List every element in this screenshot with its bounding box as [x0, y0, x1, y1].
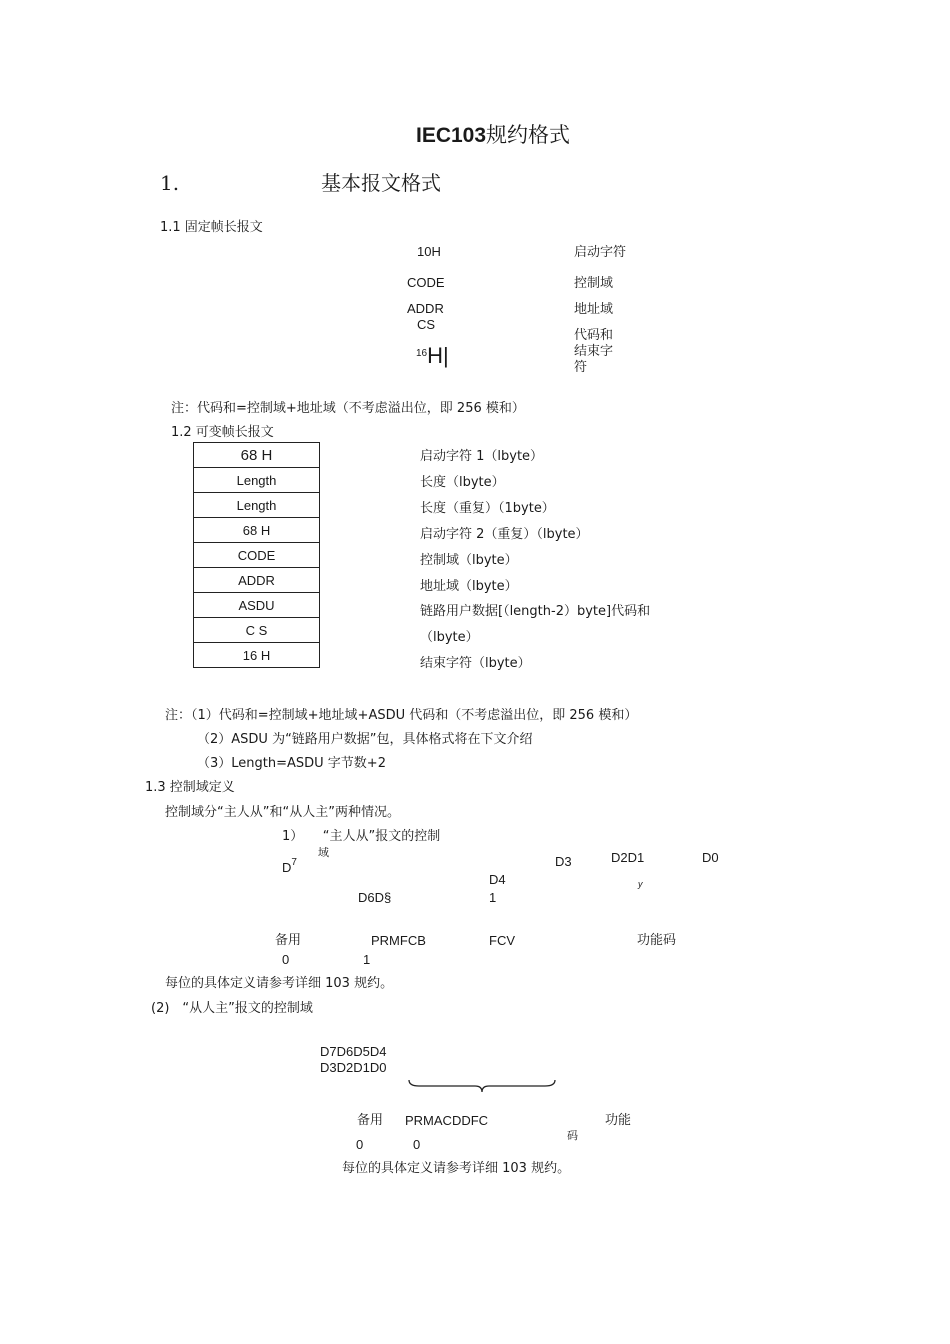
fixed-label-end: 结束字符 — [574, 344, 614, 375]
m2s-field-reserve: 备用 — [275, 933, 302, 948]
frame-cell-start2: 68 H — [194, 518, 320, 543]
s2m-title: (2) “从人主”报文的控制域 — [151, 1001, 313, 1016]
control-heading: 1.3 控制域定义 — [145, 780, 235, 795]
fixed-heading: 1.1 固定帧长报文 — [160, 220, 263, 235]
frame-cell-start1: 68 H — [194, 443, 320, 468]
fixed-label-start: 启动字符 — [574, 245, 627, 260]
section-title: 基本报文格式 — [321, 171, 441, 195]
variable-note-2: （2）ASDU 为“链路用户数据”包，具体格式将在下文介绍 — [197, 732, 533, 747]
m2s-title: 1） “主人从”报文的控制 — [282, 829, 441, 844]
table-row — [194, 618, 320, 643]
m2s-bit-d4: D4 — [489, 872, 506, 887]
s2m-bits-line1: D7D6D5D4 — [320, 1044, 387, 1059]
s2m-field-func: 功能 — [605, 1113, 632, 1128]
table-row — [194, 643, 320, 668]
table-row — [194, 443, 320, 468]
fixed-code-cs: CS — [417, 317, 436, 332]
m2s-bit-d7-sup: 7 — [291, 857, 297, 868]
frame-cell-addr: ADDR — [194, 568, 320, 593]
variable-desc-7: 链路用户数据[（length-2）byte]代码和 — [420, 604, 651, 619]
frame-cell-length: Length — [194, 468, 320, 493]
variable-desc-3: 长度（重复）（1byte） — [420, 501, 555, 516]
variable-desc-2: 长度（lbyte） — [420, 475, 505, 490]
m2s-field-prmfcb: PRMFCB — [371, 933, 426, 948]
m2s-field-prmfcb-value: 1 — [363, 952, 371, 967]
frame-cell-cs: C S — [194, 618, 320, 643]
fixed-code-end-main: H| — [427, 343, 449, 368]
m2s-bit-d2d1: D2D1 — [611, 850, 645, 865]
table-row — [194, 568, 320, 593]
frame-cell-length-repeat: Length — [194, 493, 320, 518]
variable-desc-4: 启动字符 2（重复）（lbyte） — [420, 527, 589, 542]
s2m-field-prmacddfc: PRMACDDFC — [405, 1113, 489, 1128]
brace-path — [409, 1080, 555, 1092]
m2s-bit-d7-base: D — [282, 860, 292, 875]
variable-desc-5: 控制域（lbyte） — [420, 553, 518, 568]
frame-cell-end: 16 H — [194, 643, 320, 668]
m2s-tick: y — [638, 879, 643, 889]
m2s-bit-d4-value: 1 — [489, 890, 497, 905]
table-row — [194, 593, 320, 618]
m2s-bit-d7 — [282, 858, 297, 880]
variable-heading: 1.2 可变帧长报文 — [171, 425, 274, 440]
variable-note-1: 注：（1）代码和=控制域+地址域+ASDU 代码和（不考虑溢出位，即 256 模和） — [165, 708, 638, 723]
page-title — [416, 122, 570, 149]
m2s-field-fcv: FCV — [489, 933, 515, 948]
brace-icon — [407, 1076, 557, 1094]
fixed-code-end-sup: 16 — [416, 348, 428, 359]
title-cn: 规约格式 — [486, 123, 571, 147]
title-latin: IEC103 — [416, 124, 487, 147]
fixed-code-control: CODE — [407, 275, 445, 290]
m2s-bit-d3: D3 — [555, 854, 572, 869]
fixed-code-start: 10H — [417, 244, 441, 259]
table-row — [194, 543, 320, 568]
m2s-field-func: 功能码 — [637, 933, 677, 948]
table-row — [194, 518, 320, 543]
m2s-title-overflow: 域 — [318, 846, 329, 859]
fixed-code-end — [416, 343, 449, 374]
variable-frame-table — [193, 442, 320, 668]
frame-cell-asdu: ASDU — [194, 593, 320, 618]
frame-cell-code: CODE — [194, 543, 320, 568]
fixed-note: 注：代码和=控制域+地址域（不考虑溢出位，即 256 模和） — [171, 401, 525, 416]
s2m-field-reserve: 备用 — [357, 1113, 384, 1128]
m2s-bit-d0: D0 — [702, 850, 719, 865]
fixed-label-addr: 地址域 — [574, 302, 614, 317]
s2m-field-prmacddfc-value: 0 — [413, 1137, 421, 1152]
s2m-bits-line2: D3D2D1D0 — [320, 1060, 387, 1075]
fixed-code-addr: ADDR — [407, 301, 444, 316]
variable-note-3: （3）Length=ASDU 字节数+2 — [197, 756, 386, 771]
control-intro: 控制域分“主人从”和“从人主”两种情况。 — [165, 805, 400, 820]
variable-desc-6: 地址域（lbyte） — [420, 579, 518, 594]
m2s-bit-d6d5: D6D§ — [358, 890, 392, 905]
s2m-field-reserve-value: 0 — [356, 1137, 364, 1152]
table-row — [194, 468, 320, 493]
fixed-label-control: 控制域 — [574, 276, 614, 291]
variable-desc-9: 结束字符（lbyte） — [420, 656, 531, 671]
s2m-ref: 每位的具体定义请参考详细 103 规约。 — [342, 1161, 571, 1176]
section-number: 1. — [160, 171, 180, 195]
variable-desc-1: 启动字符 1（lbyte） — [420, 449, 544, 464]
table-row — [194, 493, 320, 518]
fixed-label-checksum: 代码和 — [574, 328, 614, 343]
variable-desc-8: （lbyte） — [420, 630, 479, 645]
s2m-field-func-overflow: 码 — [567, 1129, 578, 1142]
m2s-field-reserve-value: 0 — [282, 952, 290, 967]
m2s-ref: 每位的具体定义请参考详细 103 规约。 — [165, 976, 394, 991]
